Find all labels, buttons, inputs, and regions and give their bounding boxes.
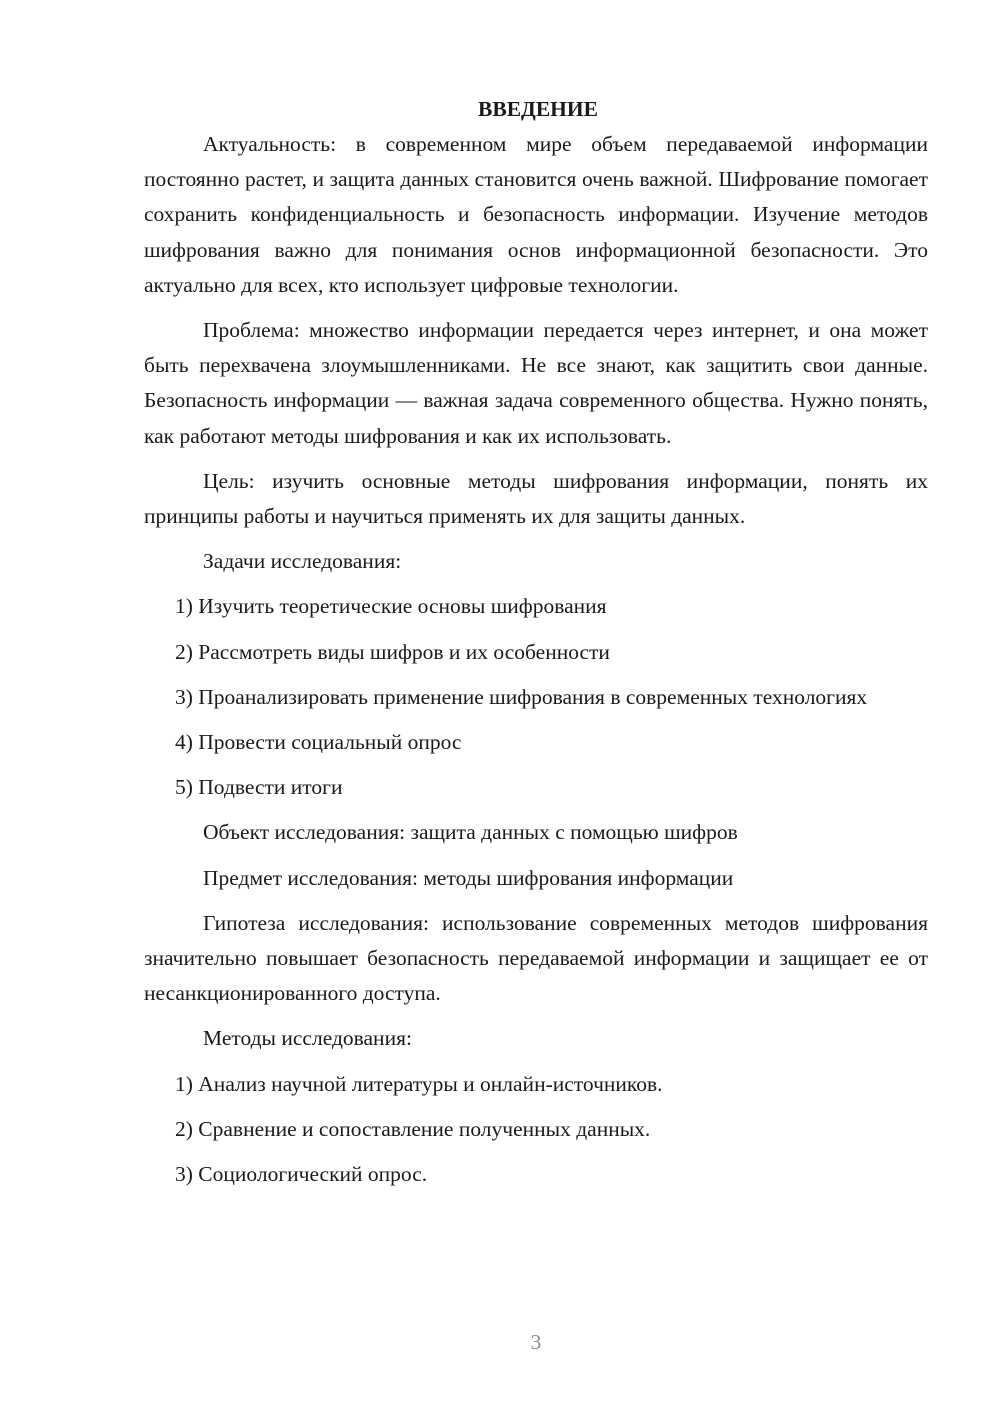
spacer bbox=[144, 303, 928, 313]
paragraph-problem: Проблема: множество информации передается через интернет, и она может быть перехвачена злоумышленниками. Не все знают, как защитить свои данные. Безопасность информации — важная задача современного общества. Нужно понять, как работают методы шифрования и как их использовать. bbox=[144, 318, 928, 448]
spacer bbox=[144, 1057, 928, 1067]
spacer bbox=[144, 760, 928, 770]
spacer bbox=[144, 534, 928, 544]
paragraph-relevance: Актуальность: в современном мире объем передаваемой информации постоянно растет, и защита данных становится очень важной. Шифрование помогает сохранить конфиденциальность и безопасность информации. Изучение методов шифрования важно для понимания основ информационной безопасности. Это актуально для всех, кто использует цифровые технологии. bbox=[144, 132, 928, 297]
spacer bbox=[144, 454, 928, 464]
paragraph-subject: Предмет исследования: методы шифрования информации bbox=[203, 865, 734, 890]
method-item-2: 2) Сравнение и сопоставление полученных данных. bbox=[175, 1116, 651, 1141]
spacer bbox=[144, 715, 928, 725]
section-heading: ВВЕДЕНИЕ bbox=[478, 97, 598, 121]
method-item-3: 3) Социологический опрос. bbox=[175, 1162, 428, 1187]
spacer bbox=[144, 625, 928, 635]
paragraph-object: Объект исследования: защита данных с помощью шифров bbox=[203, 820, 738, 845]
spacer bbox=[144, 579, 928, 589]
spacer bbox=[144, 896, 928, 906]
task-item-3: 3) Проанализировать применение шифрования в современных технологиях bbox=[175, 684, 868, 709]
task-item-4: 4) Провести социальный опрос bbox=[175, 730, 462, 755]
paragraph-goal: Цель: изучить основные методы шифрования информации, понять их принципы работы и научиться применять их для защиты данных. bbox=[144, 468, 928, 529]
tasks-title: Задачи исследования: bbox=[203, 549, 402, 574]
document-page bbox=[144, 92, 928, 1192]
spacer bbox=[144, 1147, 928, 1157]
spacer bbox=[144, 1011, 928, 1021]
method-item-1: 1) Анализ научной литературы и онлайн-источников. bbox=[175, 1071, 663, 1096]
paragraph-hypothesis: Гипотеза исследования: использование современных методов шифрования значительно повышает безопасность передаваемой информации и защищает ее от несанкционированного доступа. bbox=[144, 910, 928, 1006]
spacer bbox=[144, 670, 928, 680]
spacer bbox=[144, 805, 928, 815]
spacer bbox=[144, 1102, 928, 1112]
task-item-2: 2) Рассмотреть виды шифров и их особенности bbox=[175, 639, 610, 664]
page-number: 3 bbox=[530, 1330, 542, 1354]
task-item-5: 5) Подвести итоги bbox=[175, 775, 343, 800]
methods-title: Методы исследования: bbox=[203, 1026, 412, 1051]
spacer bbox=[144, 851, 928, 861]
task-item-1: 1) Изучить теоретические основы шифрования bbox=[175, 594, 607, 619]
